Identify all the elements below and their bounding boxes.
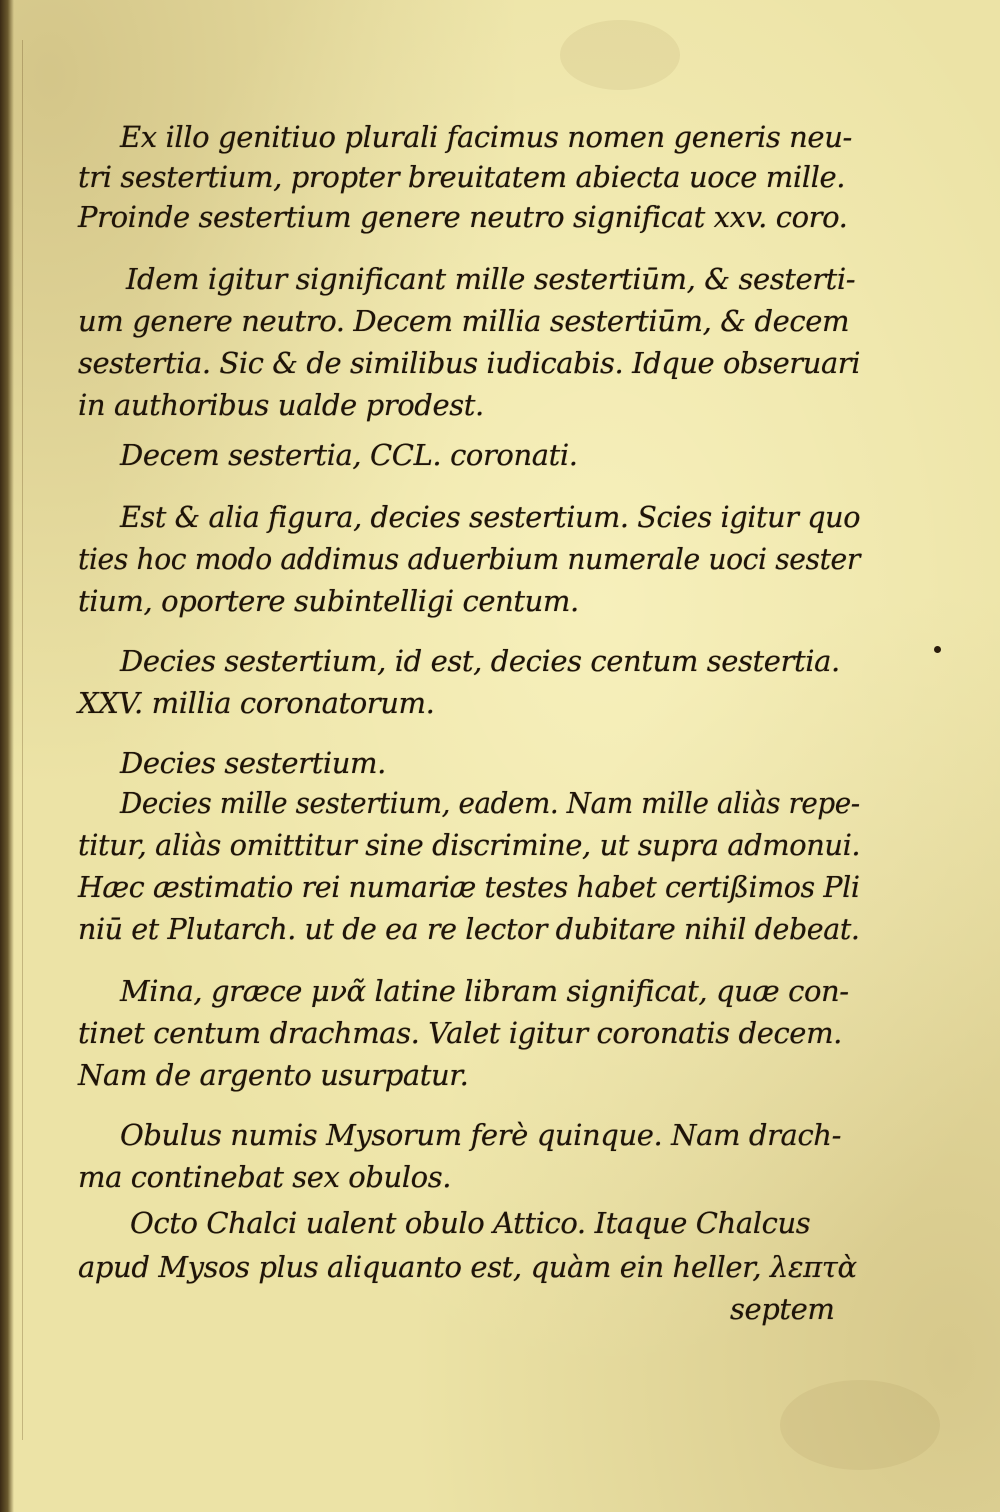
text-line: ties hoc modo addimus aduerbium numerale uoci sester — [78, 542, 860, 576]
text-line: Decies sestertium, id est, decies centum sestertia. — [120, 644, 840, 678]
text-line: titur, aliàs omittitur sine discrimine, ut supra admonui. — [78, 828, 861, 862]
text-line: Decies sestertium. — [120, 746, 386, 780]
text-line: Hæc æstimatio rei numariæ testes habet certißimos Pli — [78, 870, 860, 904]
text-line: Proinde sestertium genere neutro significat xxv. coro. — [78, 200, 848, 234]
paper-stain — [780, 1380, 940, 1470]
binding-gutter — [0, 0, 14, 1512]
gutter-shadow-line — [22, 40, 23, 1440]
text-line: tium, oportere subintelligi centum. — [78, 584, 579, 618]
text-line: Idem igitur significant mille sestertiūm, & sesterti- — [126, 262, 856, 296]
text-line: Nam de argento usurpatur. — [78, 1058, 469, 1092]
text-line: in authoribus ualde prodest. — [78, 388, 484, 422]
text-line: apud Mysos plus aliquanto est, quàm ein heller, λεπτὰ — [78, 1250, 857, 1284]
text-line: Ex illo genitiuo plurali facimus nomen generis neu- — [120, 120, 852, 154]
catchword: septem — [730, 1292, 835, 1326]
text-line: Decies mille sestertium, eadem. Nam mille aliàs repe- — [120, 786, 860, 820]
text-line: tinet centum drachmas. Valet igitur coronatis decem. — [78, 1016, 842, 1050]
paper-stain — [560, 20, 680, 90]
text-line: tri sestertium, propter breuitatem abiecta uoce mille. — [78, 160, 846, 194]
text-line: niū et Plutarch. ut de ea re lector dubitare nihil debeat. — [78, 912, 860, 946]
ink-dot — [934, 646, 941, 653]
text-line: Decem sestertia, CCL. coronati. — [120, 438, 578, 472]
text-line: sestertia. Sic & de similibus iudicabis. Idque obseruari — [78, 346, 861, 380]
text-line: Obulus numis Mysorum ferè quinque. Nam drach- — [120, 1118, 841, 1152]
text-line: Est & alia figura, decies sestertium. Scies igitur quo — [120, 500, 861, 534]
text-line: um genere neutro. Decem millia sestertiūm, & decem — [78, 304, 850, 338]
text-line: XXV. millia coronatorum. — [78, 686, 435, 720]
text-line: ma continebat sex obulos. — [78, 1160, 452, 1194]
text-line: Mina, græce μνᾶ latine libram significat, quæ con- — [120, 974, 849, 1008]
text-line: Octo Chalci ualent obulo Attico. Itaque Chalcus — [130, 1206, 811, 1240]
